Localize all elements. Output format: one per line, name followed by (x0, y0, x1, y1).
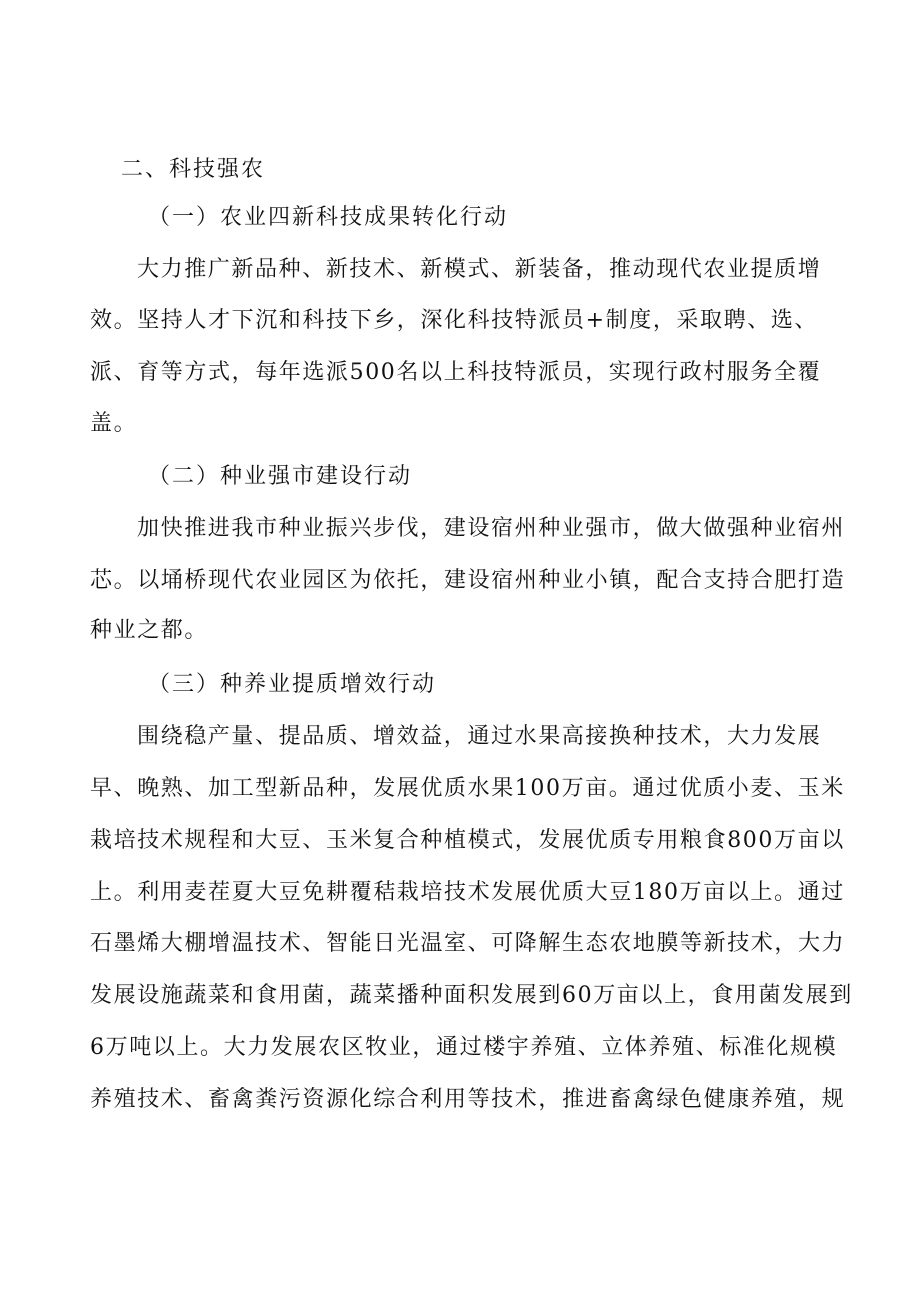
paragraph-3-line-8: 养殖技术、畜禽粪污资源化综合利用等技术，推进畜禽绿色健康养殖，规 (90, 1087, 846, 1112)
paragraph-3-line-1: 围绕稳产量、提品质、增效益，通过水果高接换种技术，大力发展 (137, 724, 822, 749)
subsection-heading-3: （三）种养业提质增效行动 (148, 672, 437, 697)
paragraph-3-line-7: 6万吨以上。大力发展农区牧业，通过楼宇养殖、立体养殖、标准化规模 (90, 1035, 838, 1060)
paragraph-1-line-2: 效。坚持人才下沉和科技下乡，深化科技特派员+制度，采取聘、选、 (90, 308, 819, 333)
paragraph-2-line-1: 加快推进我市种业振兴步伐，建设宿州种业强市，做大做强种业宿州 (137, 516, 846, 541)
paragraph-3-line-3: 栽培技术规程和大豆、玉米复合种植模式，发展优质专用粮食800万亩以 (90, 828, 845, 853)
paragraph-2-line-2: 芯。以埇桥现代农业园区为依托，建设宿州种业小镇，配合支持合肥打造 (90, 568, 846, 593)
paragraph-1-line-1: 大力推广新品种、新技术、新模式、新装备，推动现代农业提质增 (137, 257, 822, 282)
section-title: 二、科技强农 (121, 157, 266, 182)
paragraph-3-line-5: 石墨烯大棚增温技术、智能日光温室、可降解生态农地膜等新技术，大力 (90, 931, 846, 956)
subsection-heading-2: （二）种业强市建设行动 (148, 464, 413, 489)
paragraph-3-line-2: 早、晚熟、加工型新品种，发展优质水果100万亩。通过优质小麦、玉米 (90, 776, 845, 801)
paragraph-1-line-4: 盖。 (90, 411, 138, 436)
paragraph-3-line-4: 上。利用麦茬夏大豆免耕覆秸栽培技术发展优质大豆180万亩以上。通过 (90, 880, 845, 905)
paragraph-2-line-3: 种业之都。 (90, 618, 209, 643)
paragraph-1-line-3: 派、育等方式，每年选派500名以上科技特派员，实现行政村服务全覆 (90, 360, 822, 385)
subsection-heading-1: （一）农业四新科技成果转化行动 (148, 205, 509, 230)
paragraph-3-line-6: 发展设施蔬菜和食用菌，蔬菜播种面积发展到60万亩以上，食用菌发展到 (90, 983, 853, 1008)
